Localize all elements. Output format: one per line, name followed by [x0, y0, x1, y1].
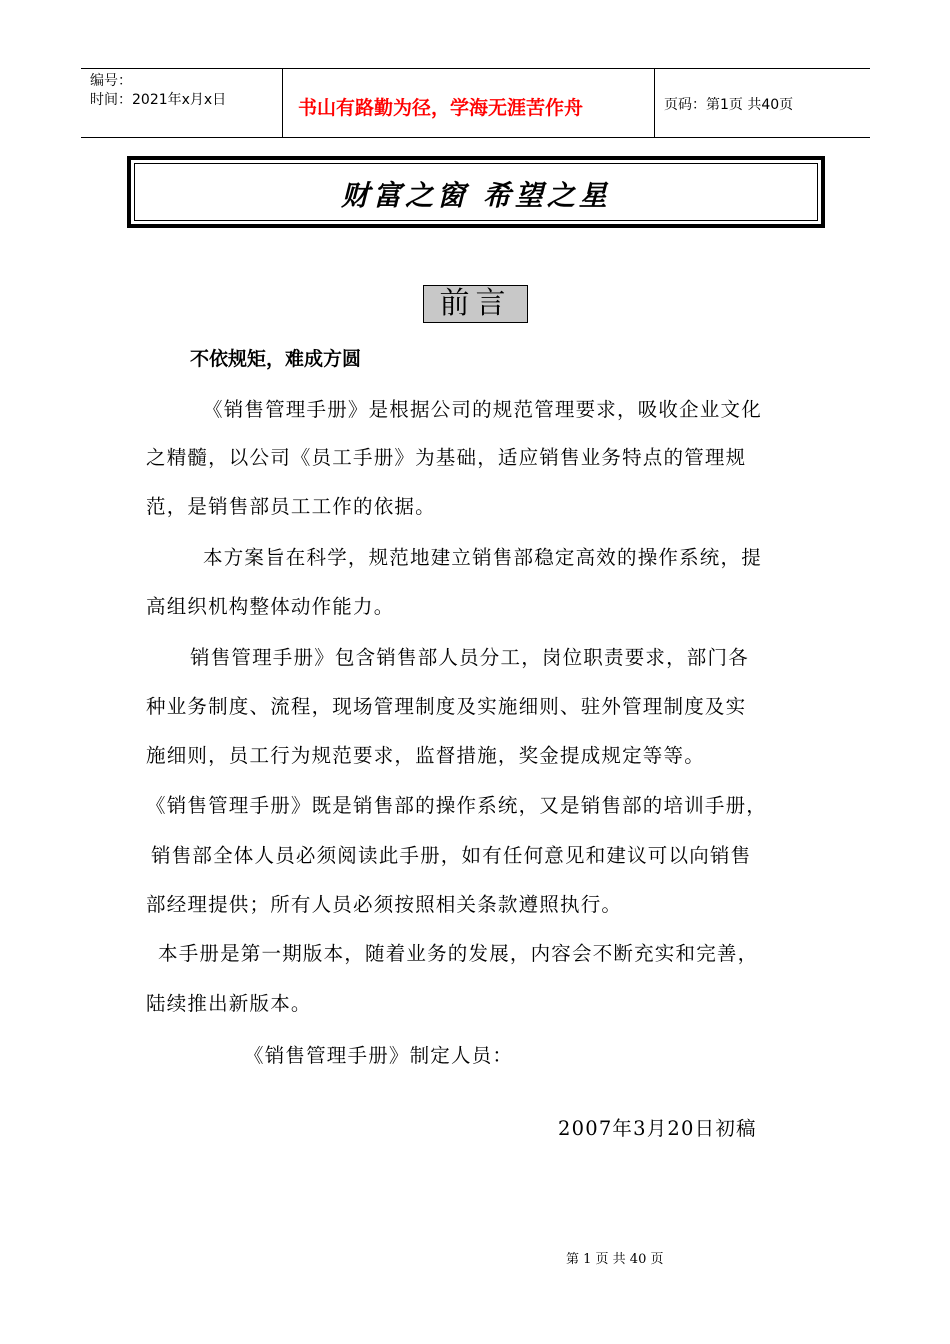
page-footer: 第 1 页 共 40 页	[566, 1252, 664, 1267]
body-line: 本方案旨在科学，规范地建立销售部稳定高效的操作系统，提	[203, 546, 762, 569]
makers-line: 《销售管理手册》制定人员：	[244, 1044, 514, 1067]
date-line: 时间：2021年x月x日	[90, 92, 227, 108]
body-line: 《销售管理手册》是根据公司的规范管理要求，吸收企业文化	[203, 398, 762, 421]
body-line: 施细则，员工行为规范要求，监督措施，奖金提成规定等等。	[146, 744, 705, 767]
body-line: 之精髓，以公司《员工手册》为基础，适应销售业务特点的管理规	[146, 446, 747, 469]
body-line: 陆续推出新版本。	[146, 992, 312, 1015]
draft-date: 2007年3月20日初稿	[558, 1117, 757, 1140]
preface-heading: 前言	[423, 285, 528, 323]
body-line: 《销售管理手册》既是销售部的操作系统，又是销售部的培训手册，	[146, 794, 768, 817]
body-line: 范，是销售部员工工作的依据。	[146, 495, 436, 518]
body-line: 销售部全体人员必须阅读此手册，如有任何意见和建议可以向销售	[151, 844, 752, 867]
header-divider	[282, 69, 283, 137]
body-line: 本手册是第一期版本，随着业务的发展，内容会不断充实和完善，	[158, 942, 759, 965]
banner-title: 财富之窗 希望之星	[341, 179, 611, 212]
title-banner	[127, 156, 825, 228]
body-line: 高组织机构整体动作能力。	[146, 595, 395, 618]
header-divider	[654, 69, 655, 137]
serial-label: 编号：	[90, 73, 132, 89]
header-page-info: 页码：第1页 共40页	[664, 97, 794, 113]
body-line: 部经理提供；所有人员必须按照相关条款遵照执行。	[146, 893, 623, 916]
preface-subtitle: 不依规矩，难成方圆	[190, 348, 362, 370]
body-line: 种业务制度、流程，现场管理制度及实施细则、驻外管理制度及实	[146, 695, 747, 718]
header-motto: 书山有路勤为径，学海无涯苦作舟	[298, 97, 584, 119]
body-line: 销售管理手册》包含销售部人员分工，岗位职责要求，部门各	[190, 646, 749, 669]
